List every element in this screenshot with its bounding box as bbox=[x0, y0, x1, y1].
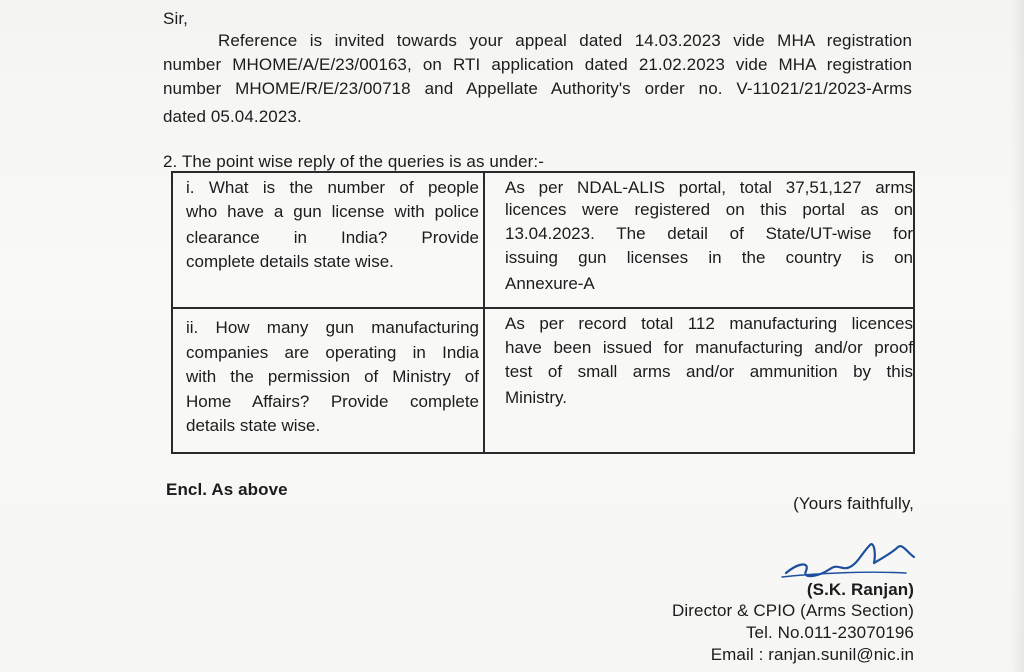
table-row-2-query-line-2: companies are operating in India bbox=[186, 343, 479, 362]
table-row-1-query-line-3: clearance in India? Provide bbox=[186, 228, 479, 247]
table-row-2-query-line-4: Home Affairs? Provide complete bbox=[186, 392, 479, 411]
signatory-name: (S.K. Ranjan) bbox=[806, 580, 914, 599]
table-row-divider bbox=[171, 307, 915, 309]
table-row-2-query-line-3: with the permission of Ministry of bbox=[186, 367, 479, 386]
intro-line-4: dated 05.04.2023. bbox=[163, 107, 302, 126]
signatory-phone: Tel. No.011-23070196 bbox=[745, 623, 914, 642]
table-row-2-reply-line-4: Ministry. bbox=[505, 388, 568, 407]
table-row-1-query-line-1: i. What is the number of people bbox=[186, 178, 479, 197]
signatory-email: Email : ranjan.sunil@nic.in bbox=[710, 645, 914, 664]
salutation: Sir, bbox=[163, 9, 188, 28]
table-row-1-reply-line-2: licences were registered on this portal as on bbox=[505, 200, 913, 219]
table-row-1-reply-line-5: Annexure-A bbox=[505, 274, 595, 293]
point-heading: 2. The point wise reply of the queries is as under:- bbox=[163, 152, 544, 171]
table-row-2-reply-line-1: As per record total 112 manufacturing licences bbox=[505, 314, 913, 333]
table-row-1-reply-line-1: As per NDAL-ALIS portal, total 37,51,127 arms bbox=[505, 178, 913, 197]
table-row-2-query-line-5: details state wise. bbox=[186, 416, 321, 435]
table-row-2-reply-line-3: test of small arms and/or ammunition by this bbox=[505, 362, 913, 381]
table-row-1-query-line-4: complete details state wise. bbox=[186, 252, 394, 271]
table-row-1-reply-line-3: 13.04.2023. The detail of State/UT-wise for bbox=[505, 224, 913, 243]
enclosure-note: Encl. As above bbox=[166, 480, 288, 499]
intro-line-3: number MHOME/R/E/23/00718 and Appellate Authority's order no. V-11021/21/2023-Arms bbox=[163, 79, 912, 98]
table-row-1-query-line-2: who have a gun license with police bbox=[186, 202, 479, 221]
table-row-2-reply-line-2: have been issued for manufacturing and/or proof bbox=[505, 338, 913, 357]
signatory-designation: Director & CPIO (Arms Section) bbox=[672, 601, 914, 620]
table-column-divider bbox=[483, 171, 485, 454]
page-edge-shadow bbox=[1010, 0, 1024, 672]
intro-line-1: Reference is invited towards your appeal dated 14.03.2023 vide MHA registration bbox=[218, 31, 912, 50]
table-row-1-reply-line-4: issuing gun licenses in the country is on bbox=[505, 248, 913, 267]
table-row-2-query-line-1: ii. How many gun manufacturing bbox=[186, 318, 479, 337]
intro-line-2: number MHOME/A/E/23/00163, on RTI application dated 21.02.2023 vide MHA registration bbox=[163, 55, 912, 74]
closing-salutation: (Yours faithfully, bbox=[793, 494, 914, 513]
